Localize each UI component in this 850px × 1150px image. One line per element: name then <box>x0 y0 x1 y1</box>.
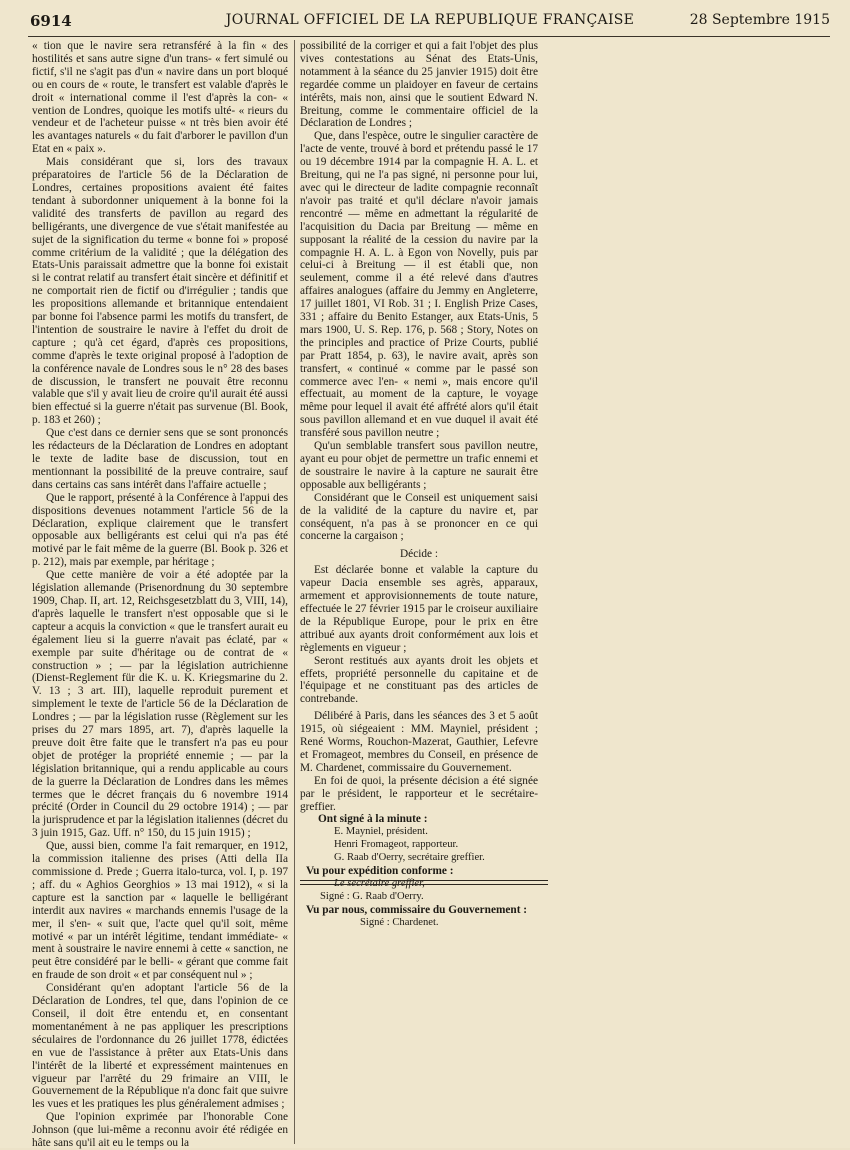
paragraph: Considérant qu'en adoptant l'article 56 de la Déclaration de Londres, tel que, dans l'opinion de ce Conseil, il doit être entendu et, en consentant momentanément à ne pas appliquer les prescriptions séculaires de l'ordonnance du 26 juillet 1778, édictées en vue de l'assistance à prêter aux Etats-Unis dans l'intérêt de la liberté et expressément maintenues en vigueur par l'arrêté du 29 frimaire an VIII, le Gouvernement de la République n'a donc fait que suivre les vues et les pratiques les plus généralement admises ; <box>32 982 288 1111</box>
paragraph: Que cette manière de voir a été adoptée par la législation allemande (Prisenordnung du 30 septembre 1909, Chap. II, art. 12, Reichsgesetzblatt du 3, VIII, 14), d'après laquelle le transfert n'est opposable que si le capteur a acquis la conviction « que le transfert aurait eu également lieu si la guerre n'avait pas éclaté, par « exemple par suite d'héritage ou de contrat de « construction » ; — par la législation autrichienne (Dienst-Reglement für die K. u. K. Kriegsmarine du 2. V. 13 ; 3 art. III), laquelle reproduit purement et simplement le texte de l'article 56 de la Déclaration de Londres ; — par la législation russe (Règlement sur les prises du 27 mars 1895, art. 7), d'après laquelle la preuve doit être faite que le transfert n'a pas eu pour objet de protéger la propriété ennemie ; — par la législation britannique, qui a rendu applicable au cours de la guerre la Déclaration de Londres dans les mêmes termes que le décret français du 6 novembre 1914 précité (Order in Council du 29 octobre 1914) ; — par la jurisprudence et par la législation italiennes (décret du 3 juin 1915, Gaz. Uff. n° 150, du 15 juin 1915) ; <box>32 569 288 840</box>
paragraph: Que, aussi bien, comme l'a fait remarquer, en 1912, la commission italienne des prises (Atti della IIa commissione d. Prede ; Guerra italo-turca, vol. I, p. 197 ; aff. du « Aghios Georghios » 13 mai 1912), « si la capture est la sanction par « laquelle le belligérant interdit aux navires « marchands ennemis l'usage de la mer, il s'en- « suit que, l'acte quel qu'il soit, même motivé « par un intérêt légitime, tendant immédiate- « ment à soustraire le navire ennemi à cette « sanction, ne peut être considéré par le belli- « gérant que comme fait en fraude de son droit « et par conséquent nul » ; <box>32 840 288 982</box>
faith-paragraph: En foi de quoi, la présente décision a été signée par le président, le rapporteur et le secrétaire-greffier. <box>300 774 538 813</box>
deliberation-paragraph: Délibéré à Paris, dans les séances des 3 et 5 août 1915, où siégeaient : MM. Mayniel, président ; René Worms, Rouchon-Mazerat, Gauthier, Lefevre et Fromageot, membres du Conseil, en présence de M. Chardenet, commissaire du Gouvernement. <box>300 710 538 774</box>
paragraph: Que l'opinion exprimée par l'honorable Cone Johnson (que lui-même a reconnu avoir été rédigée en hâte sans qu'il ait eu le temps ou la <box>32 1111 288 1150</box>
signatory-name: G. Raab d'Oerry, secrétaire greffier. <box>334 852 485 864</box>
header-rule <box>28 36 830 37</box>
column-divider <box>294 40 295 1144</box>
paragraph: possibilité de la corriger et qui a fait l'objet des plus vives contestations au Sénat des Etats-Unis, notamment à la séance du 25 janvier 1915) doit être regardée comme un plaidoyer en faveur de certains intérêts, mais non, ainsi que le soutient Edward N. Breitung, comme le commentaire officiel de la Déclaration de Londres ; <box>300 40 538 130</box>
decision-heading: Décide : <box>400 548 438 561</box>
page-number: 6914 <box>30 12 72 30</box>
paragraph: Que c'est dans ce dernier sens que se sont prononcés les rédacteurs de la Déclaration de Londres en adoptant le texte de ladite base de discussion, tout en mentionnant la possibilité de la preuve contraire, sauf dans certains cas sans intérêt dans l'affaire actuelle ; <box>32 427 288 491</box>
right-column <box>300 40 538 928</box>
clerk-title: Le secrétaire greffier, <box>334 878 425 889</box>
paragraph: Mais considérant que si, lors des travaux préparatoires de l'article 56 de la Déclaration de Londres, certaines propositions avaient été faites tendant à subordonner uniquement à la bonne foi la validité des transferts de pavillon au regard des belligérants, une divergence de vue s'était manifestée au sujet de la signification du terme « bonne foi » proposé comme critérium de la validité ; que la délégation des Etats-Unis paraissait admettre que la bonne foi existait si le contrat relatif au transfert était sincère et définitif et ne comportait rien de fictif ou d'irrégulier ; tandis que les propositions allemande et britannique entendaient par bonne foi l'absence parmi les motifs du transfert, de l'intention de soustraire le navire à l'effet du droit de capture ; qu'à cet égard, d'après ces propositions, comme d'après le texte original proposé à l'adoption de la conférence navale de Londres sous le n° 28 des bases de discussion, le transfert ne pouvait être reconnu valable que s'il y avait lieu de croire qu'il aurait été aussi bien effectué si la guerre n'était pas survenue (Bl. Book, p. 183 et 260) ; <box>32 156 288 427</box>
end-rule-2 <box>300 884 548 885</box>
left-column <box>32 40 288 1150</box>
end-rule-1 <box>300 880 548 881</box>
paragraph: Considérant que le Conseil est uniquement saisi de la validité de la capture du navire et, par conséquent, n'a pas à se prononcer en ce qui concerne la cargaison ; <box>300 491 538 543</box>
commissioner-label: Vu par nous, commissaire du Gouvernement : <box>306 903 528 916</box>
decision-paragraph: Est déclarée bonne et valable la capture du vapeur Dacia ensemble ses agrès, apparaux, armement et approvisionnements de toute nature, effectuée le 27 février 1915 par le croiseur auxiliaire de la République Europe, pour le prix en être attribué aux ayants droit conformément aux lois et règlements en vigueur ; <box>300 564 538 654</box>
clerk-signed: Signé : G. Raab d'Oerry. <box>320 890 424 902</box>
minute-label: Ont signé à la minute : <box>318 813 428 826</box>
page-header <box>30 12 830 34</box>
signatory-name: E. Mayniel, président. <box>334 826 428 838</box>
commissioner-signed: Signé : Chardenet. <box>360 916 439 928</box>
paragraph: « tion que le navire sera retransféré à la fin « des hostilités et sans autre signe d'un trans- « fert simulé ou fictif, s'il ne s'agit pas d'un « navire dans un port bloqué ou en cours de « route, le transfert est valable d'après le droit « international comme il l'est d'après la con- « vention de Londres, quoique les motifs ulté- « rieurs du vendeur et de l'acheteur puisse « nt très bien avoir été les avantages naturels « du fait d'arborer le pavillon d'un Etat en « paix ». <box>32 40 288 156</box>
journal-title: JOURNAL OFFICIEL DE LA REPUBLIQUE FRANÇAISE <box>225 12 635 28</box>
decision-paragraph: Seront restitués aux ayants droit les objets et effets, propriété personnelle du capitaine et de l'équipage et ne constituant pas des articles de contrebande. <box>300 654 538 706</box>
paragraph: Qu'un semblable transfert sous pavillon neutre, ayant eu pour objet de permettre un trafic ennemi et de soustraire le navire à la capture ne saurait être opposable aux belligérants ; <box>300 440 538 491</box>
signatory-name: Henri Fromageot, rapporteur. <box>334 839 459 851</box>
issue-date: 28 Septembre 1915 <box>689 12 830 28</box>
paragraph: Que, dans l'espèce, outre le singulier caractère de l'acte de vente, trouvé à bord et prétendu passé le 17 ou 19 décembre 1914 par la compagnie H. A. L. et Breitung, qui ne l'a pas signé, ni personne pour lui, avec qui le directeur de ladite compagnie reconnaît n'avoir pas traité et qu'il déclare n'avoir jamais rencontré — même en admettant la régularité de l'acquisition du Dacia par Breitung — même en supposant la réalité de la cession du navire par la compagnie H. A. L. à Egon von Novelly, puis par celui-ci à Breitung — il est établi que, non seulement, comme il a été relevé dans d'autres affaires analogues (affaire du Jemmy en Angleterre, 17 juillet 1801, VI Rob. 31 ; I. English Prize Cases, 331 ; affaire du Benito Estanger, aux Etats-Unis, 5 mars 1900, U. S. Rep. 176, p. 568 ; Story, Notes on the principles and practice of Prize Courts, publié par Pratt 1854, p. 63), le navire avait, après son transfert, « continué « comme par le passé son commerce avec l'en- « nemi », mais encore qu'il effectuait, au moment de la capture, le voyage même pour lequel il avait été affrété alors qu'il était sous pavillon allemand et en vue duquel il avait été transféré sous pavillon neutre ; <box>300 130 538 440</box>
copy-label: Vu pour expédition conforme : <box>306 865 454 878</box>
paragraph: Que le rapport, présenté à la Conférence à l'appui des dispositions devenues notamment l'article 56 de la Déclaration, explique clairement que le transfert opposable aux belligérants est celui qui n'a pas été motivé par le fait même de la guerre (Bl. Book p. 326 et p. 212), mais par exemple, par héritage ; <box>32 491 288 569</box>
